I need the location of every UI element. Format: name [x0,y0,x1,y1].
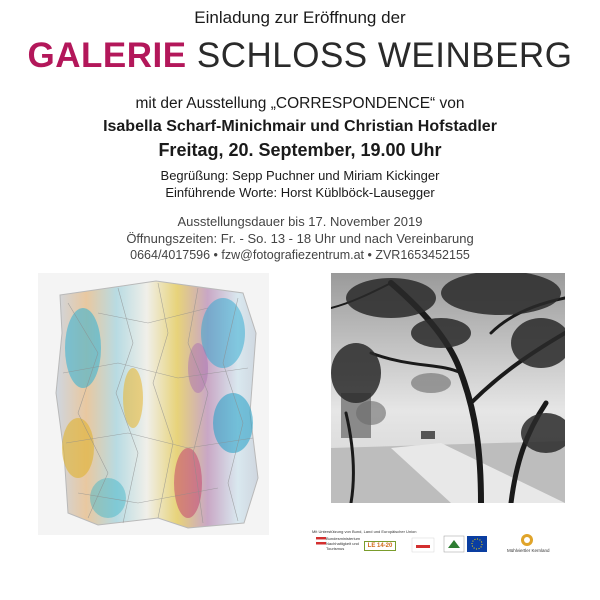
contact-line: 0664/4017596 • fzw@fotografiezentrum.at • ZVR1653452155 [130,248,470,262]
intro-line: Einführende Worte: Horst Küblböck-Lausegger [165,185,435,200]
invitation-line: Einladung zur Eröffnung der [194,8,406,27]
hours-line: Öffnungszeiten: Fr. - So. 13 - 18 Uhr und nach Vereinbarung [126,231,474,246]
date-line: Freitag, 20. September, 19.00 Uhr [158,140,442,160]
austria-flag-icon [316,537,326,540]
exhibition-line: mit der Ausstellung „CORRESPONDENCE“ von [135,95,465,112]
region-label: Mühlviertler Kernland [507,548,550,553]
welcome-line: Begrüßung: Sepp Puchner und Miriam Kickinger [160,168,440,183]
le-program-badge: LE 14-20 [364,541,396,551]
ministry-text [326,536,360,551]
eu-flag-icon [467,536,487,552]
sponsor-support-text: Mit Unterstützung von Bund, Land und Europäischer Union [312,529,417,534]
gallery-title [0,36,600,76]
gallery-title-galerie: GALERIE [27,36,187,75]
ministry-line: Nachhaltigkeit und [326,541,359,546]
artwork-paper-image [38,273,269,535]
artwork-tree-photo [331,273,565,503]
duration-line: Ausstellungsdauer bis 17. November 2019 [177,214,423,229]
ministry-line: Tourismus [326,546,345,551]
ministry-line: Bundesministerium [326,536,361,541]
artists-line: Isabella Scharf-Minichmair und Christian Hofstadler [103,118,497,135]
gallery-title-name: SCHLOSS WEINBERG [196,36,573,75]
